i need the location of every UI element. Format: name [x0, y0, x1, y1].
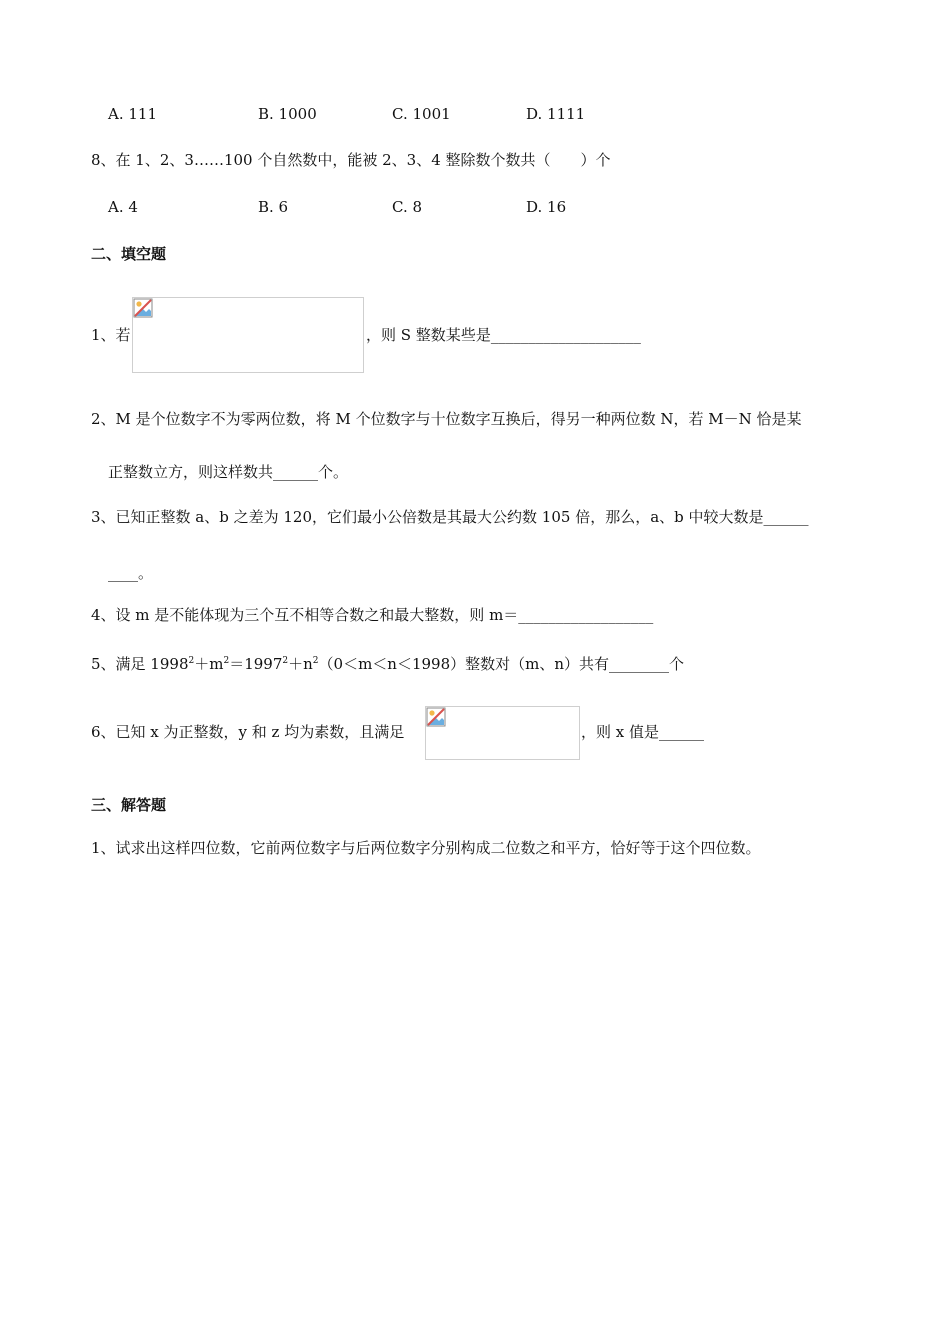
answer-q1: 1、试求出这样四位数，它前两位数字与后两位数字分别构成二位数之和平方，恰好等于这个四位数。	[91, 839, 761, 857]
q5-part-d: ＋n	[288, 655, 313, 673]
fill-q3-line2: ____。	[108, 564, 154, 582]
q7-option-b: B. 1000	[258, 105, 317, 123]
q5-part-c: ＝1997	[229, 655, 283, 673]
q7-option-d: D. 1111	[526, 105, 586, 123]
q5-part-b: ＋m	[194, 655, 224, 673]
q8-option-b: B. 6	[258, 198, 289, 216]
fill-q5	[91, 651, 684, 674]
fill-q4: 4、设 m 是不能体现为三个互不相等合数之和最大整数，则 m＝__________________	[91, 606, 654, 624]
q8-option-d: D. 16	[526, 198, 567, 216]
fill-q1-suffix: ，则 S 整数某些是____________________	[366, 326, 641, 344]
section-answer-title: 三、解答题	[91, 796, 167, 814]
section-fill-title: 二、填空题	[91, 245, 167, 263]
fill-q6-prefix: 6、已知 x 为正整数，y 和 z 均为素数，且满足	[91, 723, 405, 741]
broken-image-icon	[133, 298, 153, 318]
formula-image	[132, 297, 364, 373]
fill-q1-prefix: 1、若	[91, 326, 131, 344]
q5-sup-2: 2	[223, 656, 230, 666]
q5-sup-3: 2	[282, 656, 289, 666]
fill-q6-suffix: ，则 x 值是______	[581, 723, 704, 741]
q5-part-e: （0＜m＜n＜1998）整数对（m、n）共有________个	[318, 655, 685, 673]
formula-image-2	[425, 706, 580, 760]
q5-part-a: 5、满足 1998	[91, 655, 189, 673]
q5-sup-4: 2	[312, 656, 319, 666]
q7-option-c: C. 1001	[392, 105, 451, 123]
q5-sup-1: 2	[188, 656, 195, 666]
q8-text: 8、在 1、2、3……100 个自然数中，能被 2、3、4 整除数个数共（ ）个	[91, 151, 611, 169]
q8-option-c: C. 8	[392, 198, 423, 216]
q7-option-a: A. 111	[108, 105, 157, 123]
fill-q2-line1: 2、M 是个位数字不为零两位数，将 M 个位数字与十位数字互换后，得另一种两位数 N，若 M－N 恰是某	[91, 410, 802, 428]
broken-image-icon	[426, 707, 446, 727]
fill-q3-line1: 3、已知正整数 a、b 之差为 120，它们最小公倍数是其最大公约数 105 倍，那么，a、b 中较大数是______	[91, 508, 809, 526]
q8-option-a: A. 4	[108, 198, 138, 216]
fill-q2-line2: 正整数立方，则这样数共______个。	[108, 463, 349, 481]
